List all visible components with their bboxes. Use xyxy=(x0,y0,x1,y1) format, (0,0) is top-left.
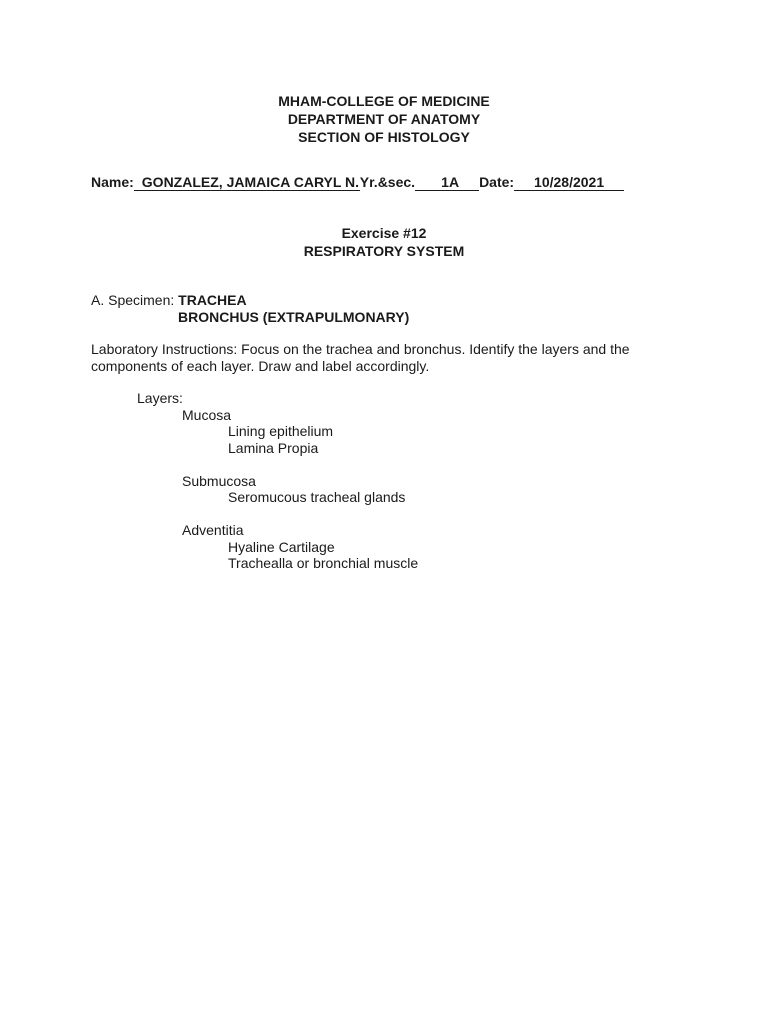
specimen-item: BRONCHUS (EXTRAPULMONARY) xyxy=(178,309,410,325)
layer-component: Trachealla or bronchial muscle xyxy=(228,555,419,571)
layers-list xyxy=(137,390,418,572)
layer-name: Adventitia xyxy=(182,522,244,538)
date-label: Date: xyxy=(479,174,515,190)
yr-sec-value: 1A xyxy=(441,174,460,190)
layer-name: Submucosa xyxy=(182,472,256,489)
layer-component: Lining epithelium xyxy=(228,423,334,439)
specimen-section xyxy=(91,292,409,326)
college-name: MHAM-COLLEGE OF MEDICINE xyxy=(278,93,490,109)
layer-name: Mucosa xyxy=(182,406,232,423)
layer-component: Seromucous tracheal glands xyxy=(228,489,406,505)
exercise-number: Exercise #12 xyxy=(341,225,427,241)
document-header xyxy=(0,92,768,146)
section-name: SECTION OF HISTOLOGY xyxy=(298,129,470,145)
spacer xyxy=(137,456,418,473)
layer-component: Lamina Propia xyxy=(228,439,319,456)
department-name: DEPARTMENT OF ANATOMY xyxy=(287,111,481,127)
student-info-line xyxy=(91,174,624,191)
spacer xyxy=(137,506,418,523)
date-value: 10/28/2021 xyxy=(514,174,624,191)
yr-sec-value-field xyxy=(415,174,479,191)
yr-sec-label: Yr.&sec. xyxy=(359,174,416,190)
layer-component: Hyaline Cartilage xyxy=(228,538,335,555)
name-value: GONZALEZ, JAMAICA CARYL N. xyxy=(134,174,360,191)
specimen-label: A. Specimen: xyxy=(91,292,179,308)
exercise-heading xyxy=(0,224,768,260)
layers-heading: Layers: xyxy=(137,390,183,406)
specimen-item: TRACHEA xyxy=(178,292,247,308)
laboratory-instructions: Laboratory Instructions: Focus on the trachea and bronchus. Identify the layers and the components of each layer. Draw and label accordingly. xyxy=(91,341,630,374)
name-label: Name: xyxy=(91,174,134,190)
exercise-title: RESPIRATORY SYSTEM xyxy=(303,243,465,259)
